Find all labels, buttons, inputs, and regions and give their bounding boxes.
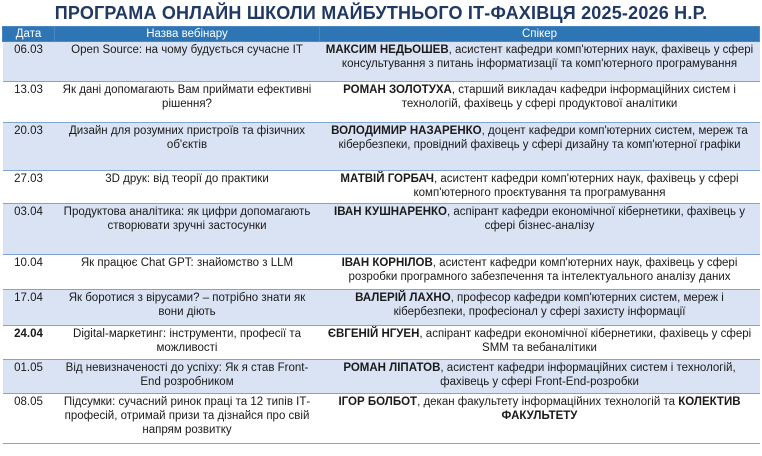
table-row (3, 326, 760, 360)
speaker-name: РОМАН ЗОЛОТУХА (343, 84, 452, 96)
row-topic: Як дані допомагають Вам приймати ефективні рішення? (55, 82, 320, 123)
speaker-name: ІВАН КУШНАРЕНКО (334, 206, 447, 218)
table-row (3, 42, 760, 82)
row-speaker (320, 171, 760, 204)
speaker-description: , старший викладач кафедри інформаційних систем і технологій, фахівець у сфері продуктової аналітики (401, 84, 736, 110)
speaker-description: , професор кафедри комп'ютерних систем, мереж і кібербезпеки, професіонал у сфері захисту інформації (393, 292, 724, 318)
row-speaker (320, 204, 760, 255)
row-date: 13.03 (3, 82, 55, 123)
row-topic: 3D друк: від теорії до практики (55, 171, 320, 204)
row-date: 10.04 (3, 255, 55, 290)
row-speaker (320, 42, 760, 82)
speaker-name: МАКСИМ НЕДЬОШЕВ (325, 44, 449, 56)
speaker-description: , асистент кафедри комп'ютерних наук, фахівець у сфері комп'ютерного проєктування та програмування (413, 173, 739, 199)
row-topic: Підсумки: сучасний ринок праці та 12 типів ІТ-професій, отримай призи та дізнайся про свій напрям розвитку (55, 394, 320, 444)
row-topic: Digital-маркетинг: інструменти, професії та можливості (55, 326, 320, 360)
row-topic: Продуктова аналітика: як цифри допомагають створювати зручні застосунки (55, 204, 320, 255)
speaker-name: МАТВІЙ ГОРБАЧ (340, 173, 435, 185)
schedule-table (2, 26, 760, 444)
row-speaker (320, 82, 760, 123)
page-title: ПРОГРАМА ОНЛАЙН ШКОЛИ МАЙБУТНЬОГО ІТ-ФАХІВЦЯ 2025-2026 Н.Р. (54, 3, 708, 23)
row-date: 17.04 (3, 290, 55, 326)
speaker-description: , асистент кафедри комп'ютерних наук, фахівець у сфері розробки програмного забезпечення та інтелектуального аналізу даних (348, 257, 738, 283)
table-row (3, 123, 760, 171)
row-topic: Як боротися з вірусами? – потрібно знати як вони діють (55, 290, 320, 326)
speaker-name-2: КОЛЕКТИВ ФАКУЛЬТЕТУ (501, 396, 741, 422)
speaker-description: , асистент кафедри інформаційних систем і технологій, фахівець у сфері Front-End-розробки (440, 362, 736, 388)
speaker-column-header: Спікер (320, 27, 760, 42)
speaker-description: , доцент кафедри комп'ютерних систем, мереж та кібербезпеки, провідний фахівець у сфері дизайну та комп'ютерної графіки (338, 125, 748, 151)
row-date: 01.05 (3, 360, 55, 394)
speaker-name: ЄВГЕНІЙ НГУЕН (327, 328, 420, 340)
row-date: 27.03 (3, 171, 55, 204)
speaker-description: , декан факультету інформаційних технологій та (417, 396, 679, 408)
table-row (3, 255, 760, 290)
row-speaker (320, 255, 760, 290)
row-topic: Open Source: на чому будується сучасне ІТ (55, 42, 320, 82)
table-row (3, 394, 760, 444)
topic-column-header: Назва вебінару (55, 27, 320, 42)
row-speaker (320, 360, 760, 394)
speaker-description: , аспірант кафедри економічної кібернетики, фахівець у сфері SMM та вебаналітики (419, 328, 752, 354)
speaker-name: РОМАН ЛІПАТОВ (343, 362, 441, 374)
row-topic: Дизайн для розумних пристроїв та фізичних об'єктів (55, 123, 320, 171)
row-topic: Від невизначеності до успіху: Як я став Front-End розробником (55, 360, 320, 394)
row-speaker (320, 290, 760, 326)
row-speaker (320, 394, 760, 444)
row-speaker (320, 326, 760, 360)
row-date: 06.03 (3, 42, 55, 82)
speaker-name: ІГОР БОЛБОТ (338, 396, 418, 408)
date-column-header: Дата (3, 27, 55, 42)
speaker-name: ІВАН КОРНІЛОВ (341, 257, 433, 269)
row-date: 08.05 (3, 394, 55, 444)
table-row (3, 290, 760, 326)
table-row (3, 171, 760, 204)
speaker-description: , аспірант кафедри економічної кібернетики, фахівець у сфері бізнес-аналізу (446, 206, 745, 232)
speaker-name: ВОЛОДИМИР НАЗАРЕНКО (331, 125, 482, 137)
row-date: 03.04 (3, 204, 55, 255)
table-row (3, 82, 760, 123)
row-date: 20.03 (3, 123, 55, 171)
table-row (3, 204, 760, 255)
speaker-description: , асистент кафедри комп'ютерних наук, фахівець у сфері консультування з питань інформатизації та комп'ютерного програмування (341, 44, 754, 70)
row-date: 24.04 (3, 326, 55, 360)
speaker-name: ВАЛЕРІЙ ЛАХНО (355, 292, 451, 304)
table-row (3, 360, 760, 394)
row-topic: Як працює Chat GPT: знайомство з LLM (55, 255, 320, 290)
table-header-row (3, 27, 760, 42)
row-speaker (320, 123, 760, 171)
